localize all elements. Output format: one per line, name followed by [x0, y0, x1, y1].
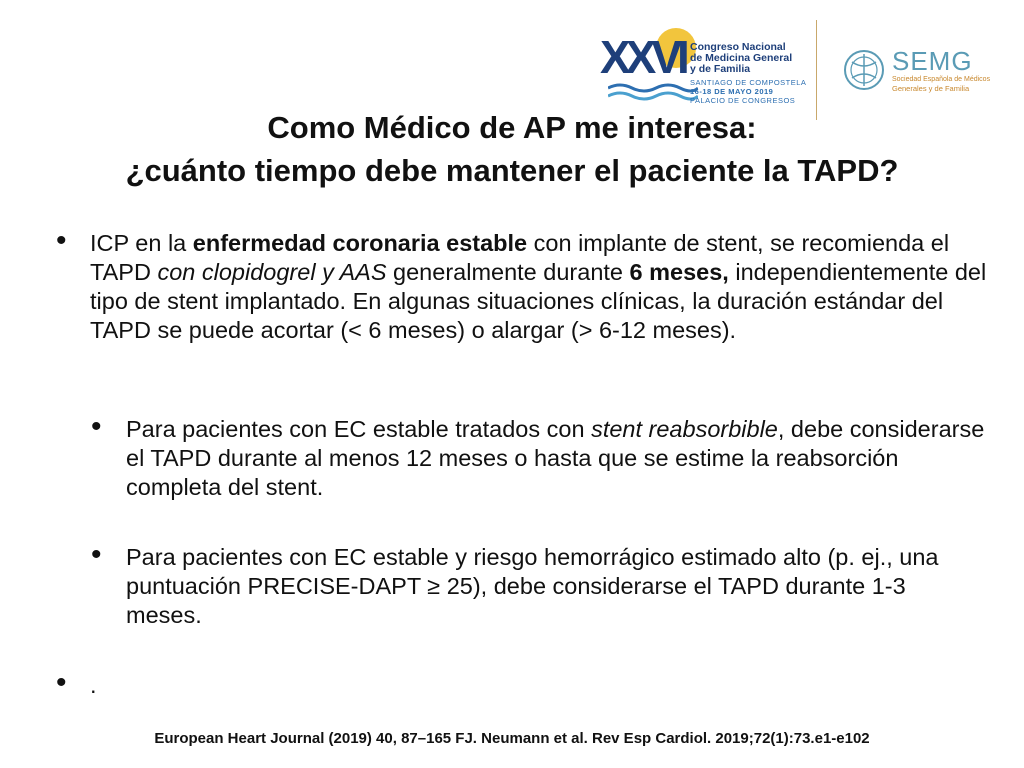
- reference-citation: European Heart Journal (2019) 40, 87–165 FJ. Neumann et al. Rev Esp Cardiol. 2019;72(1):73.e1-e102: [154, 730, 870, 747]
- slide-title-line-1: Como Médico de AP me interesa:: [267, 110, 757, 145]
- congress-logo: [600, 22, 807, 108]
- congress-name: Congreso Nacional de Medicina General y de Familia: [690, 41, 793, 75]
- semg-emblem-icon: [842, 48, 886, 92]
- bullet-dot: •: [56, 666, 67, 699]
- bullet-empty: .: [90, 672, 97, 698]
- wave-icon: [608, 82, 698, 104]
- logo-divider: [816, 20, 817, 120]
- slide-title-line-2: ¿cuánto tiempo debe mantener el paciente la TAPD?: [125, 153, 899, 188]
- bullet-dot: •: [56, 224, 67, 257]
- sub-bullet-riesgo-hemorragico: Para pacientes con EC estable y riesgo hemorrágico estimado alto (p. ej., una puntuación PRECISE-DAPT ≥ 25), debe considerarse el TAPD durante 1-3 meses.: [126, 544, 939, 628]
- congress-details: SANTIAGO DE COMPOSTELA 16-18 DE MAYO 2019 PALACIO DE CONGRESOS: [690, 78, 807, 105]
- sub-bullet-dot: •: [91, 410, 102, 443]
- congress-numeral: XXVI: [600, 31, 685, 83]
- semg-logo: [842, 46, 991, 96]
- semg-name: SEMG: [892, 46, 973, 76]
- semg-subtitle-1: Sociedad Española de Médicos: [892, 76, 991, 83]
- bullet-main: ICP en la enfermedad coronaria estable con implante de stent, se recomienda el TAPD con clopidogrel y AAS generalmente durante 6 meses, independientemente del tipo de stent implantado. En algunas situaciones clínicas, la duración estándar del TAPD se puede acortar (< 6 meses) o alargar (> 6-12 meses).: [90, 230, 987, 343]
- sub-bullet-dot: •: [91, 538, 102, 571]
- sub-bullet-stent-reabsorbible: Para pacientes con EC estable tratados con stent reabsorbible, debe considerarse el TAPD durante al menos 12 meses o hasta que se estime la reabsorción completa del stent.: [126, 416, 985, 500]
- semg-subtitle-2: Generales y de Familia: [892, 84, 970, 93]
